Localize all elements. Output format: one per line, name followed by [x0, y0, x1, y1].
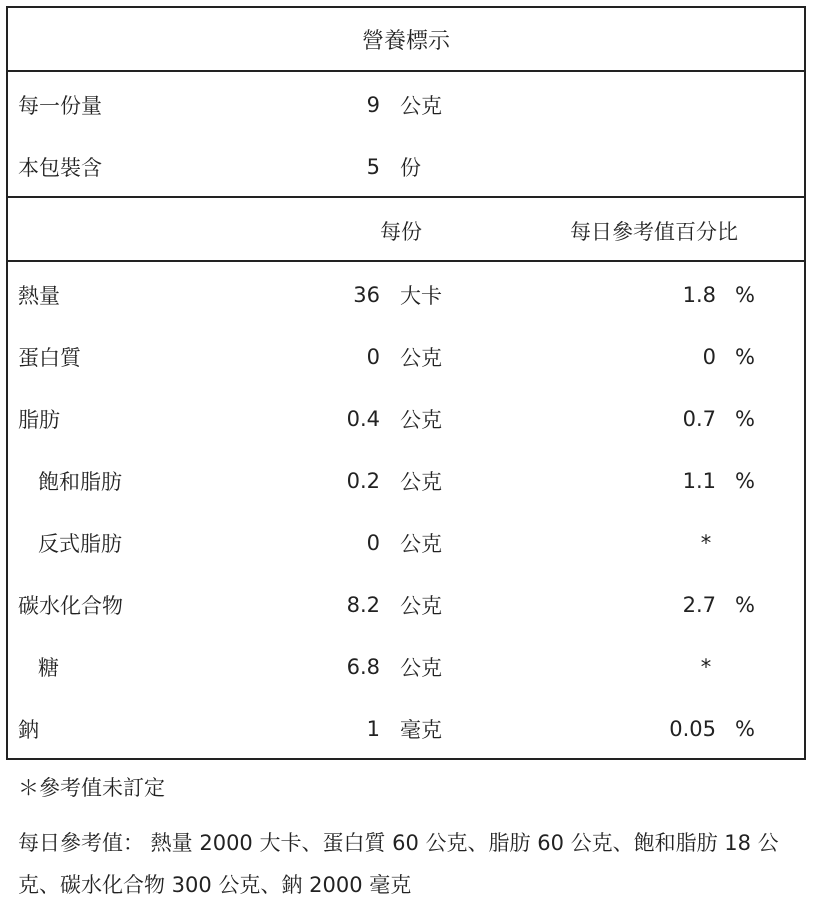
nutrient-unit: 公克 — [400, 532, 442, 556]
nutrient-daily-value: 0 — [702, 345, 716, 369]
serving-count-unit: 份 — [400, 156, 421, 180]
nutrient-row-protein — [8, 326, 804, 388]
divider — [8, 196, 804, 198]
nutrient-unit: 公克 — [400, 656, 442, 680]
nutrient-unit: 公克 — [400, 470, 442, 494]
nutrient-value: 0.2 — [346, 469, 380, 493]
daily-value-header: 每日參考值百分比 — [570, 220, 738, 244]
nutrient-unit: 大卡 — [400, 284, 442, 308]
nutrient-value: 8.2 — [346, 593, 380, 617]
percent-sign: % — [735, 717, 755, 741]
nutrient-unit: 公克 — [400, 408, 442, 432]
serving-count-row — [8, 136, 804, 198]
percent-sign: % — [735, 345, 755, 369]
nutrient-row-calories — [8, 264, 804, 326]
serving-count-value: 5 — [366, 155, 380, 179]
nutrient-name: 飽和脂肪 — [38, 470, 122, 494]
serving-size-row — [8, 74, 804, 136]
nutrient-value: 36 — [353, 283, 380, 307]
label-title: 營養標示 — [8, 8, 804, 72]
nutrient-row-fat — [8, 388, 804, 450]
nutrient-name: 糖 — [38, 656, 59, 680]
nutrient-value: 1 — [366, 717, 380, 741]
percent-sign: % — [735, 283, 755, 307]
nutrient-daily-value: 1.1 — [682, 469, 716, 493]
serving-size-unit: 公克 — [400, 94, 442, 118]
nutrient-unit: 公克 — [400, 346, 442, 370]
column-header-row — [8, 200, 804, 262]
percent-sign: % — [735, 469, 755, 493]
nutrient-daily-value: 2.7 — [682, 593, 716, 617]
not-established-asterisk: * — [700, 655, 712, 679]
nutrient-name: 蛋白質 — [18, 346, 81, 370]
nutrient-unit: 毫克 — [400, 718, 442, 742]
daily-reference-note: 每日參考值： 熱量 2000 大卡、蛋白質 60 公克、脂肪 60 公克、飽和脂肪 18 公克、碳水化合物 300 公克、鈉 2000 毫克 — [18, 831, 779, 897]
nutrient-row-trans-fat — [8, 512, 804, 574]
nutrient-value: 0 — [366, 531, 380, 555]
serving-size-label: 每一份量 — [18, 94, 102, 118]
nutrient-value: 6.8 — [346, 655, 380, 679]
nutrient-row-saturated-fat — [8, 450, 804, 512]
serving-size-value: 9 — [366, 93, 380, 117]
nutrient-daily-value: 0.7 — [682, 407, 716, 431]
nutrient-name: 碳水化合物 — [18, 594, 123, 618]
nutrient-daily-value: 1.8 — [682, 283, 716, 307]
nutrient-name: 反式脂肪 — [38, 532, 122, 556]
nutrient-row-sodium — [8, 698, 804, 760]
nutrient-row-sugar — [8, 636, 804, 698]
nutrient-unit: 公克 — [400, 594, 442, 618]
serving-count-label: 本包裝含 — [18, 156, 102, 180]
nutrient-name: 熱量 — [18, 284, 60, 308]
per-serving-header: 每份 — [380, 220, 422, 244]
nutrient-row-carbohydrate — [8, 574, 804, 636]
percent-sign: % — [735, 407, 755, 431]
nutrient-name: 脂肪 — [18, 408, 60, 432]
divider — [8, 260, 804, 262]
nutrient-daily-value: 0.05 — [669, 717, 716, 741]
nutrient-value: 0.4 — [346, 407, 380, 431]
percent-sign: % — [735, 593, 755, 617]
footnote: ＊參考值未訂定 — [18, 776, 165, 800]
nutrition-label — [6, 6, 806, 760]
not-established-asterisk: * — [700, 531, 712, 555]
nutrient-name: 鈉 — [18, 718, 39, 742]
nutrient-value: 0 — [366, 345, 380, 369]
